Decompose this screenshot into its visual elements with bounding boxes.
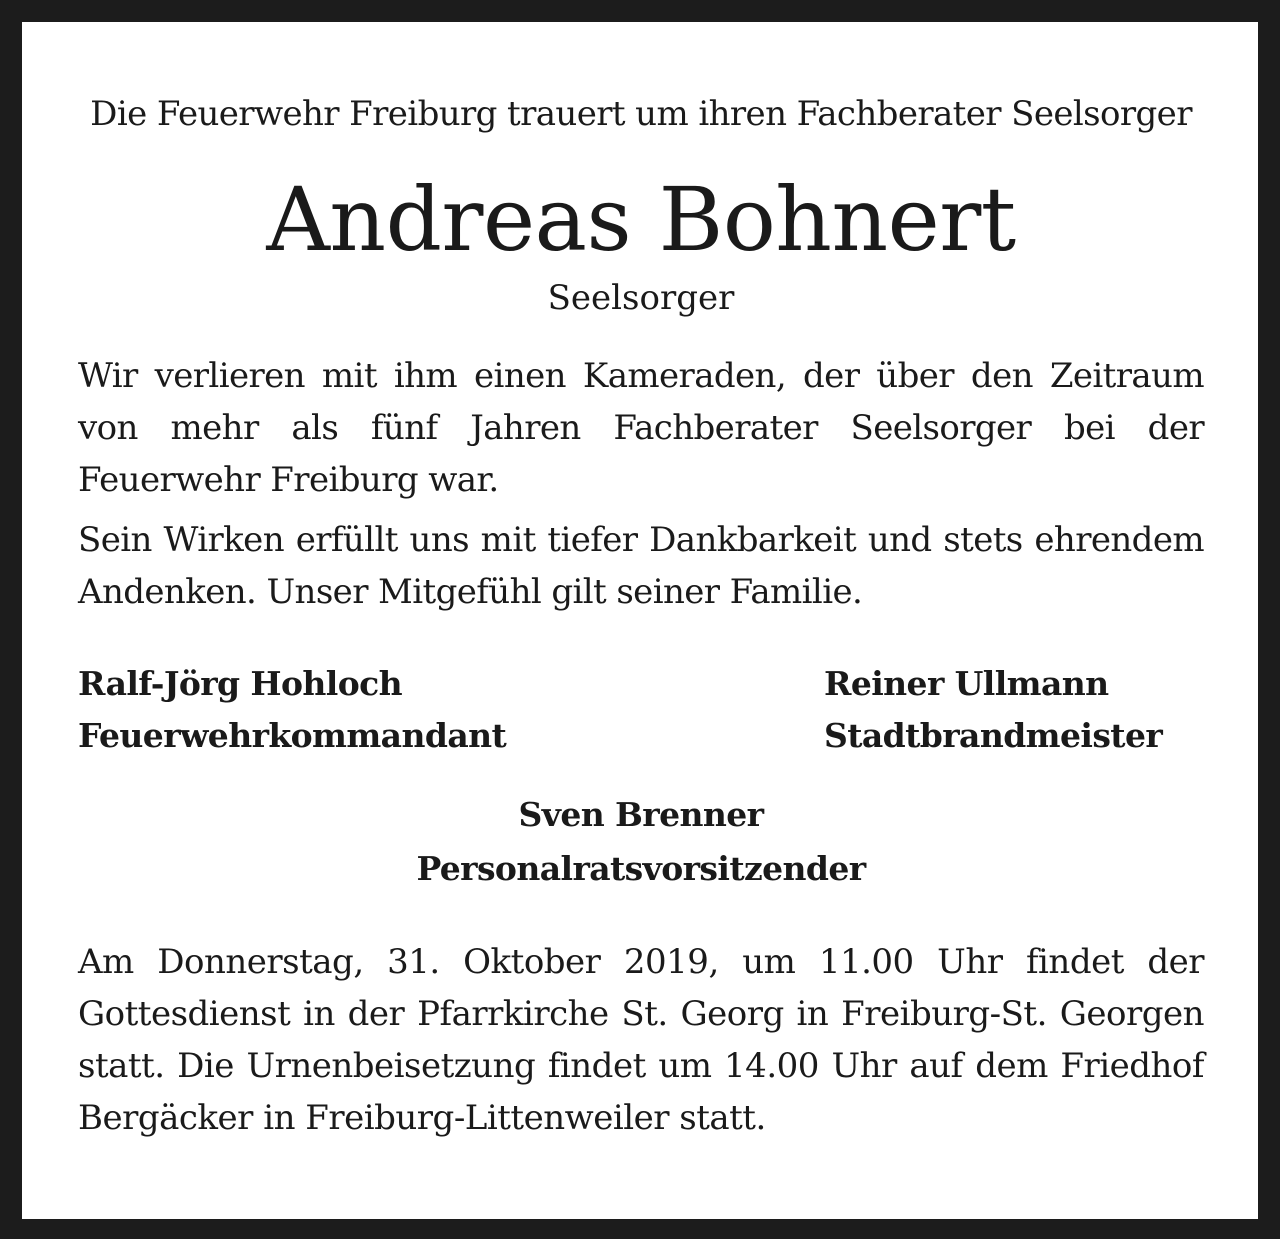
- signer-staff-council: [78, 788, 1204, 896]
- obituary-content: [78, 92, 1204, 1144]
- condolence-paragraph: Sein Wirken erfüllt uns mit tiefer Dankbarkeit und stets ehrendem Andenken. Unser Mitgefühl gilt seiner Familie.: [78, 520, 1204, 612]
- intro-line: Die Feuerwehr Freiburg trauert um ihren Fachberater Seelsorger: [90, 94, 1192, 134]
- signer-fire-chief: [824, 658, 1204, 762]
- deceased-name: Andreas Bohnert: [266, 168, 1016, 271]
- signer-name: Ralf-Jörg Hohloch: [78, 664, 403, 703]
- deceased-role: Seelsorger: [547, 278, 735, 318]
- tribute-paragraph: Wir verlieren mit ihm einen Kameraden, der über den Zeitraum von mehr als fünf Jahren Fachberater Seelsorger bei der Feuerwehr Freiburg war.: [78, 356, 1204, 500]
- signer-name: Sven Brenner: [518, 795, 764, 834]
- signer-title: Personalratsvorsitzender: [416, 849, 866, 888]
- service-info-paragraph: Am Donnerstag, 31. Oktober 2019, um 11.00 Uhr findet der Gottesdienst in der Pfarrkirche St. Georg in Freiburg-St. Georgen statt. Die Urnenbeisetzung findet um 14.00 Uhr auf dem Friedhof Bergäcker in Freiburg-Littenweiler statt.: [78, 942, 1204, 1138]
- signer-title: Stadtbrandmeister: [824, 716, 1163, 755]
- signer-name: Reiner Ullmann: [824, 664, 1109, 703]
- signer-title: Feuerwehrkommandant: [78, 716, 507, 755]
- signer-commander: [78, 658, 778, 762]
- signers-row: [78, 658, 1204, 762]
